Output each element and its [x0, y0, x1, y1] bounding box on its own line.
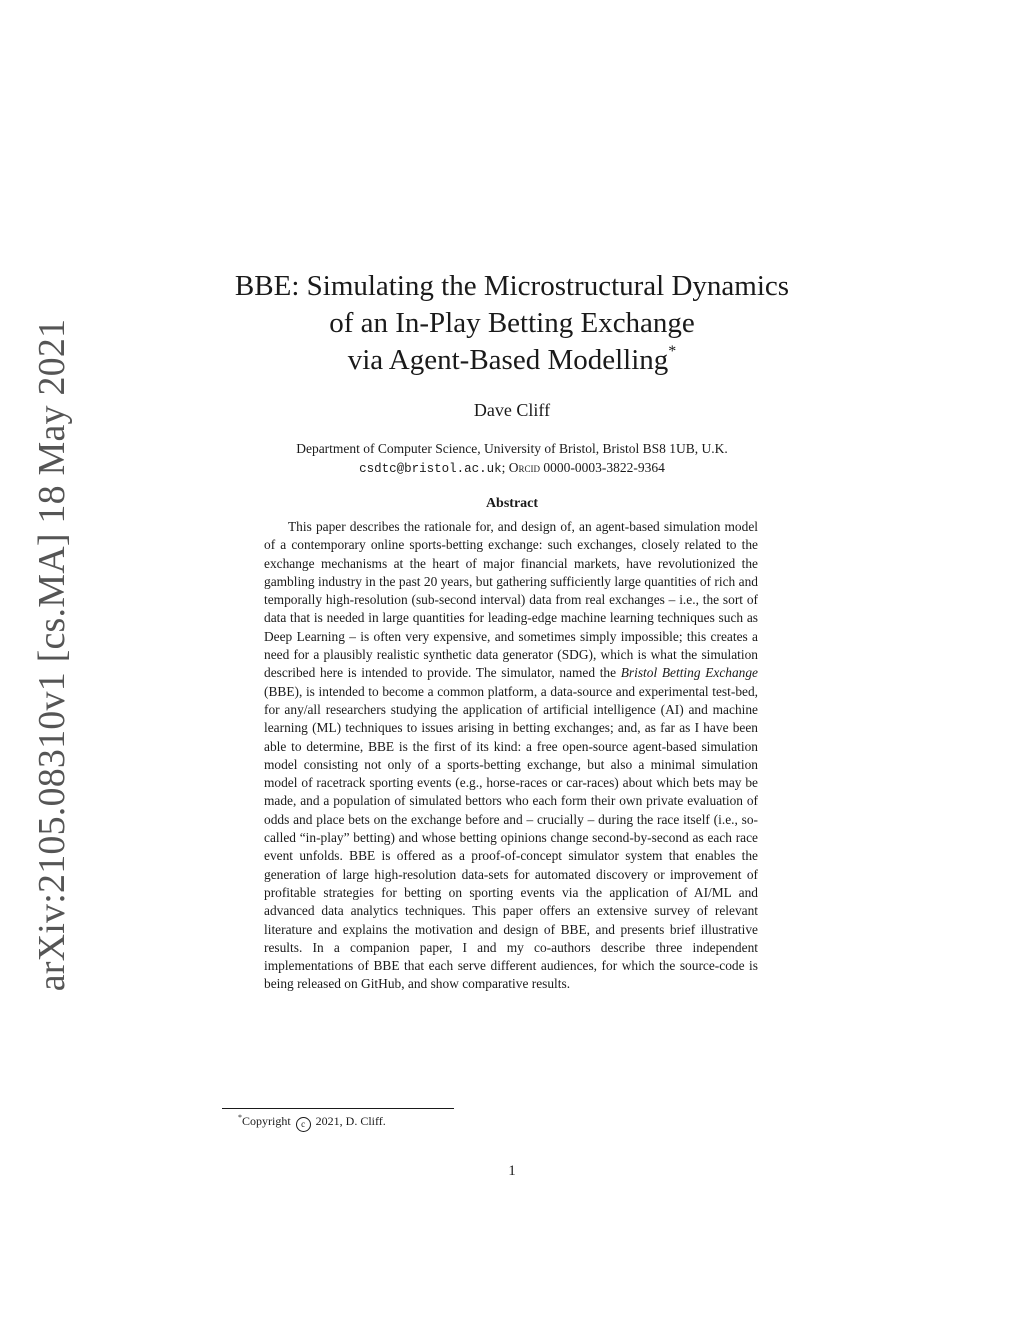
- abstract-text-part-1: This paper describes the rationale for, and design of, an agent-based simulation model of a contemporary online sports-betting exchange: such exchanges, closely related to the exchange mechanisms at the heart of major financial markets, have revolutionized the gambling industry in the past 20 years, but gathering sufficiently large quantities of rich and temporally high-resolution (sub-second interval) data from real exchanges – i.e., the sort of data that is needed in large quantities for leading-edge machine learning techniques such as Deep Learning – is often very expensive, and sometimes simply impossible; this creates a need for a plausibly realistic synthetic data generator (SDG), which is what the simulation described here is intended to provide. The simulator, named the: [264, 519, 758, 681]
- title-line-3-text: via Agent-Based Modelling: [347, 344, 669, 376]
- author-name: Dave Cliff: [473, 400, 551, 420]
- arxiv-identifier: arXiv:2105.08310v1 [cs.MA] 18 May 2021: [31, 318, 73, 992]
- page-number: 1: [508, 1163, 516, 1179]
- contact-line: [200, 458, 824, 479]
- department: Department of Computer Science, University of Bristol, Bristol BS8 1UB, U.K.: [296, 441, 728, 456]
- email-link[interactable]: csdtc@bristol.ac.uk: [359, 462, 502, 476]
- footnote-text: 2021, D. Cliff.: [312, 1114, 386, 1128]
- copyright-icon: c: [296, 1117, 311, 1132]
- contact-separator: ;: [501, 460, 509, 475]
- abstract-body: [264, 518, 758, 994]
- footnote-rule: [222, 1108, 454, 1109]
- footnote-mark: *: [238, 1113, 242, 1122]
- affiliation-block: [200, 439, 824, 479]
- title-footnote-mark: *: [668, 343, 677, 360]
- paper-title: [200, 268, 824, 379]
- title-line-2: of an In-Play Betting Exchange: [329, 307, 695, 339]
- footnote: [238, 1113, 386, 1132]
- abstract-italic-name: Bristol Betting Exchange: [620, 665, 758, 681]
- abstract-heading: Abstract: [485, 496, 539, 511]
- abstract-text-part-2: (BBE), is intended to become a common platform, a data-source and experimental test-bed, for any/all researchers studying the application of artificial intelligence (AI) and machine learning (ML) techniques to issues arising in betting exchanges; and, as far as I have been able to determine, BBE is the first of its kind: a free open-source agent-based simulation model consisting not only of a sports-betting exchange, but also a minimal simulation model of racetrack sporting events (e.g., horse-races or car-races) about which bets may be made, and a population of simulated bettors who each form their own private evaluation of odds and place bets on the exchange before and – crucially – during the race itself (i.e., so-called “in-play” betting) and whose betting opinions change second-by-second as each race event unfolds. BBE is offered as a proof-of-concept simulator system that enables the generation of large high-resolution data-sets for automated discovery or improvement of profitable strategies for betting on sporting events via the application of AI/ML and advanced data analytics techniques. This paper offers an extensive survey of relevant literature and explains the motivation and design of BBE, and presents brief illustrative results. In a companion paper, I and my co-authors describe three independent implementations of BBE that each serve different audiences, for which the source-code is being released on GitHub, and show comparative results.: [264, 683, 758, 992]
- title-line-3: [200, 342, 824, 379]
- footnote-label: Copyright: [242, 1114, 291, 1128]
- orcid-id: 0000-0003-3822-9364: [540, 460, 665, 475]
- title-line-1: BBE: Simulating the Microstructural Dynamics: [234, 270, 790, 302]
- orcid-label: Orcid: [508, 460, 541, 475]
